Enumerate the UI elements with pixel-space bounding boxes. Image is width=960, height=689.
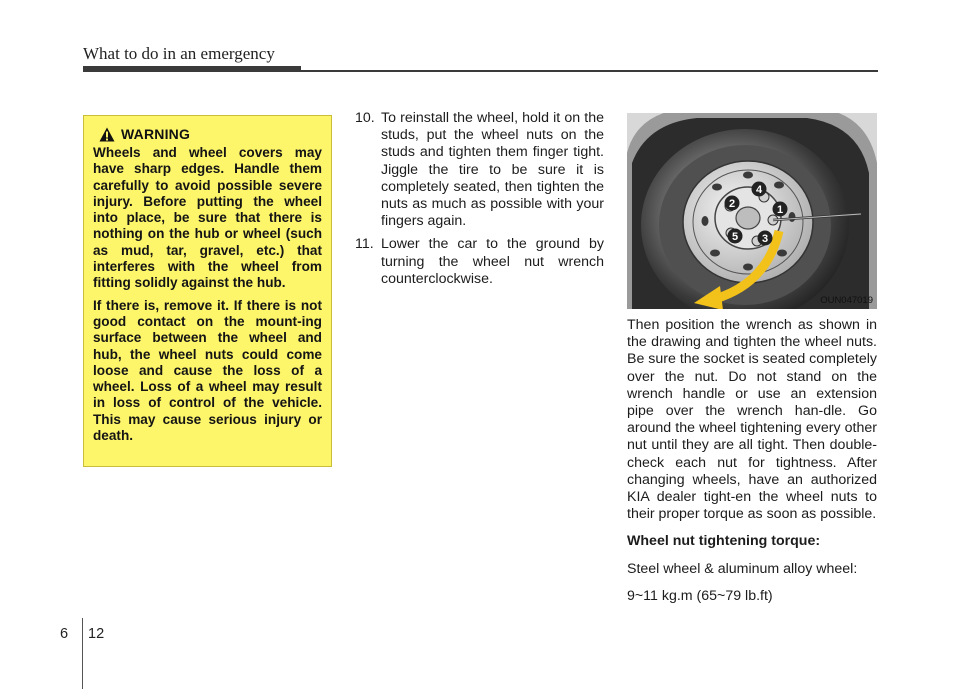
nut-label-2: 2 bbox=[728, 198, 736, 210]
wrench-instructions: Then position the wrench as shown in the drawing and tighten the wheel nuts. Be sure the socket is seated completely over the nut. Do not stand on the wrench handle or use an extension pipe over the wrench han-dle. Go around the wheel tightening every other nut until they are all tight. Then double-check each nut for tightness. After changing wheels, have an authorized KIA dealer tight-en the wheel nuts to their proper torque as soon as possible. bbox=[627, 317, 877, 523]
warning-triangle-icon bbox=[99, 127, 115, 142]
step-item bbox=[355, 236, 604, 288]
page-header-title: What to do in an emergency bbox=[83, 44, 275, 63]
step-number: 11. bbox=[355, 236, 374, 253]
torque-heading: Wheel nut tightening torque: bbox=[627, 533, 821, 550]
step-number: 10. bbox=[355, 110, 375, 126]
step-text: To reinstall the wheel, hold it on the studs, put the wheel nuts on the studs and tighten them finger tight. Jiggle the tire to be sure it is completely seated, then tighten the nuts as much as possible with your fingers again. bbox=[381, 110, 604, 230]
nut-label-1: 1 bbox=[776, 204, 784, 216]
nut-label-5: 5 bbox=[731, 231, 739, 243]
page-number: 12 bbox=[88, 626, 105, 642]
procedure-steps bbox=[355, 110, 604, 294]
warning-paragraph: If there is, remove it. If there is not good contact on the mount-ing surface between the wheel and hub, the wheel nuts could come loose and cause the loss of a wheel. Loss of a wheel may result in loss of control of the vehicle. This may cause serious injury or death. bbox=[93, 297, 322, 444]
right-column bbox=[627, 317, 877, 615]
wheel-drawing bbox=[627, 113, 877, 309]
wheel-illustration bbox=[627, 113, 877, 309]
footer-divider bbox=[82, 618, 83, 689]
torque-value: 9~11 kg.m (65~79 lb.ft) bbox=[627, 587, 773, 604]
warning-header bbox=[93, 126, 322, 142]
warning-title: WARNING bbox=[121, 126, 191, 142]
step-text: Lower the car to the ground by turning the wheel nut wrench counterclockwise. bbox=[381, 236, 604, 287]
section-number: 6 bbox=[60, 626, 69, 642]
torque-wheel-type: Steel wheel & aluminum alloy wheel: bbox=[627, 560, 858, 577]
header-rule bbox=[83, 70, 878, 72]
warning-paragraph: Wheels and wheel covers may have sharp edges. Handle them carefully to avoid possible severe injury. Before putting the wheel into place, be sure that there is nothing on the hub or wheel (such as mud, tar, gravel, etc.) that interferes with the wheel from fitting solidly against the hub. bbox=[93, 145, 322, 291]
step-item bbox=[355, 110, 604, 230]
nut-label-3: 3 bbox=[761, 233, 769, 245]
figure-code: OUN047019 bbox=[820, 295, 873, 306]
nut-label-4: 4 bbox=[755, 184, 763, 196]
warning-box bbox=[83, 115, 332, 467]
